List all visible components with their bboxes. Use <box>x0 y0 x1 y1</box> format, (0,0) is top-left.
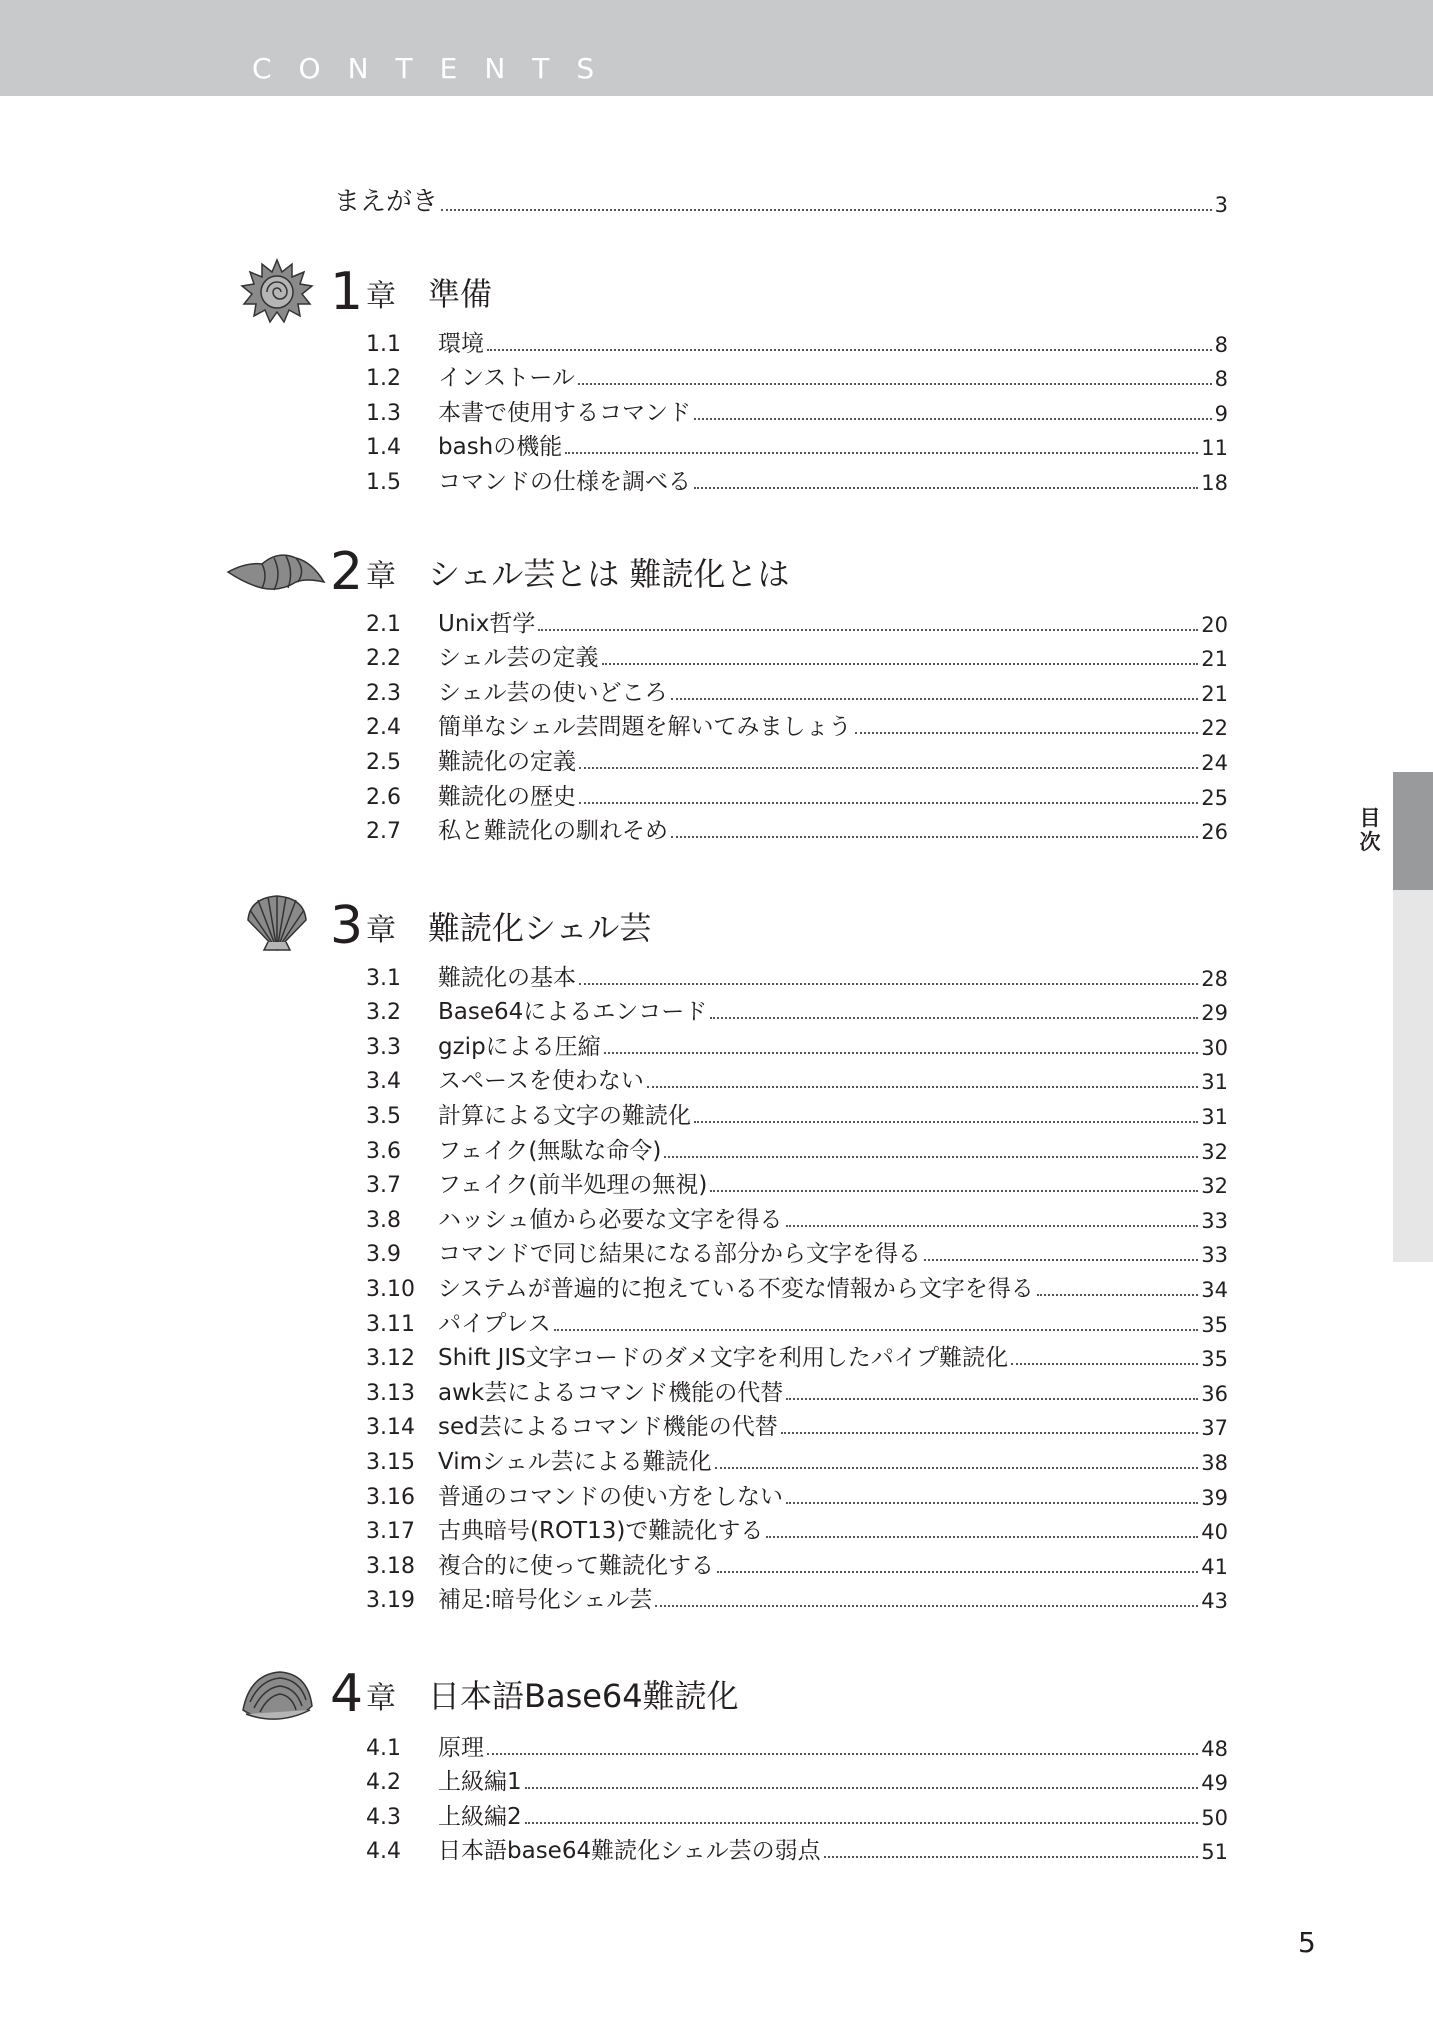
dot-leader <box>487 1753 1198 1755</box>
toc-entry[interactable] <box>366 779 1228 814</box>
section-title: フェイク(前半処理の無視) <box>438 1172 708 1199</box>
header-band <box>0 0 1433 96</box>
chapter-label: 章 <box>366 559 396 594</box>
toc-entry[interactable] <box>366 1098 1228 1133</box>
side-index-tab-label <box>1357 806 1383 854</box>
dot-leader <box>694 1121 1198 1123</box>
section-number: 3.6 <box>366 1138 401 1164</box>
section-page: 38 <box>1201 1450 1228 1475</box>
chapter-title[interactable]: 準備 <box>428 275 493 313</box>
section-page: 48 <box>1201 1736 1228 1761</box>
section-page: 36 <box>1201 1381 1228 1406</box>
section-title: スペースを使わない <box>438 1068 644 1095</box>
section-page: 31 <box>1201 1070 1228 1095</box>
section-title: 難読化の歴史 <box>438 783 576 810</box>
chapter-label: 章 <box>366 913 396 948</box>
toc-entry[interactable] <box>366 1799 1228 1834</box>
dot-leader <box>766 1536 1198 1538</box>
section-number: 1.2 <box>366 366 401 392</box>
dot-leader <box>579 802 1198 804</box>
section-page: 9 <box>1214 401 1228 426</box>
section-page: 50 <box>1201 1805 1228 1830</box>
dot-leader <box>786 1502 1198 1504</box>
preface-page: 3 <box>1214 193 1228 217</box>
toc-entry[interactable] <box>366 1237 1228 1272</box>
section-number: 3.19 <box>366 1588 415 1614</box>
section-title: 上級編1 <box>438 1769 522 1796</box>
section-number: 3.16 <box>366 1484 415 1510</box>
section-title: 私と難読化の馴れそめ <box>438 818 668 845</box>
contents-header-title: CONTENTS <box>252 52 622 85</box>
section-title: Shift JIS文字コードのダメ文字を利用したパイプ難読化 <box>438 1345 1009 1372</box>
dot-leader <box>717 1571 1198 1573</box>
dot-leader <box>715 1467 1199 1469</box>
section-title: sed芸によるコマンド機能の代替 <box>438 1414 778 1441</box>
toc-entry[interactable] <box>366 710 1228 745</box>
toc-entry[interactable] <box>366 430 1228 465</box>
toc-entry[interactable] <box>366 1479 1228 1514</box>
section-page: 26 <box>1201 820 1228 845</box>
section-number: 1.1 <box>366 331 401 357</box>
preface-title: まえがき <box>334 187 439 217</box>
section-number: 3.2 <box>366 1000 401 1026</box>
section-page: 28 <box>1201 966 1228 991</box>
section-page: 32 <box>1201 1174 1228 1199</box>
section-page: 32 <box>1201 1139 1228 1164</box>
page-number: 5 <box>1298 1926 1316 1959</box>
section-title: 複合的に使って難読化する <box>438 1552 714 1579</box>
toc-entry[interactable] <box>366 1444 1228 1479</box>
section-title: コマンドの仕様を調べる <box>438 468 691 495</box>
chapter-number: 2 <box>330 542 364 602</box>
section-number: 2.6 <box>366 784 401 810</box>
section-number: 1.4 <box>366 435 401 461</box>
section-page: 18 <box>1201 470 1228 495</box>
chapter-number: 3 <box>330 896 364 956</box>
spiral-shell-icon <box>240 258 314 326</box>
section-number: 3.3 <box>366 1034 401 1060</box>
toc-entry[interactable] <box>366 361 1228 396</box>
toc-entry[interactable] <box>366 464 1228 499</box>
toc-entry[interactable] <box>366 814 1228 849</box>
chapter-1-section-list <box>366 326 1228 499</box>
section-title: コマンドで同じ結果になる部分から文字を得る <box>438 1241 921 1268</box>
toc-entry[interactable] <box>366 995 1228 1030</box>
section-title: awk芸によるコマンド機能の代替 <box>438 1379 784 1406</box>
toc-entry[interactable] <box>366 1271 1228 1306</box>
chapter-number: 4 <box>330 1664 364 1724</box>
section-page: 40 <box>1201 1520 1228 1545</box>
toc-entry[interactable] <box>366 1514 1228 1549</box>
section-number: 3.7 <box>366 1173 401 1199</box>
section-number: 1.5 <box>366 469 401 495</box>
section-title: Vimシェル芸による難読化 <box>438 1448 712 1475</box>
dot-leader <box>525 1787 1199 1789</box>
toc-entry[interactable] <box>366 1834 1228 1869</box>
scallop-shell-icon <box>244 894 310 952</box>
side-tab-char: 目 <box>1359 806 1381 830</box>
dot-leader <box>694 487 1198 489</box>
toc-entry[interactable] <box>366 1064 1228 1099</box>
dot-leader <box>525 1822 1199 1824</box>
section-page: 20 <box>1201 612 1228 637</box>
section-title: 日本語base64難読化シェル芸の弱点 <box>438 1838 821 1865</box>
section-number: 4.2 <box>366 1770 401 1796</box>
toc-entry[interactable] <box>366 1548 1228 1583</box>
toc-entry[interactable] <box>366 395 1228 430</box>
dot-leader <box>664 1156 1198 1158</box>
section-page: 11 <box>1201 436 1228 461</box>
toc-entry[interactable] <box>366 326 1228 361</box>
side-tab-char: 次 <box>1359 830 1381 854</box>
dot-leader <box>602 663 1199 665</box>
section-title: 本書で使用するコマンド <box>438 399 691 426</box>
toc-entry[interactable] <box>366 1133 1228 1168</box>
toc-entry[interactable] <box>366 1583 1228 1618</box>
section-number: 4.1 <box>366 1735 401 1761</box>
section-title: ハッシュ値から必要な文字を得る <box>438 1206 783 1233</box>
dot-leader <box>671 698 1199 700</box>
section-number: 3.12 <box>366 1346 415 1372</box>
section-title: Base64によるエンコード <box>438 999 708 1026</box>
dot-leader <box>824 1856 1199 1858</box>
section-title: 難読化の定義 <box>438 748 576 775</box>
conch-shell-icon <box>226 548 326 594</box>
section-number: 2.1 <box>366 611 401 637</box>
section-page: 43 <box>1201 1589 1228 1614</box>
dot-leader <box>1011 1363 1198 1365</box>
dot-leader <box>604 1052 1199 1054</box>
toc-entry[interactable] <box>366 606 1228 641</box>
chapter-number: 1 <box>330 262 364 322</box>
section-title: システムが普遍的に抱えている不変な情報から文字を得る <box>438 1275 1034 1302</box>
toc-entry[interactable] <box>366 1341 1228 1376</box>
section-number: 3.17 <box>366 1519 415 1545</box>
section-title: シェル芸の定義 <box>438 645 599 672</box>
section-number: 3.13 <box>366 1380 415 1406</box>
section-page: 49 <box>1201 1771 1228 1796</box>
toc-entry[interactable] <box>366 1168 1228 1203</box>
dot-leader <box>710 1190 1198 1192</box>
dot-leader <box>655 1605 1198 1607</box>
dot-leader <box>855 732 1199 734</box>
dot-leader <box>579 983 1198 985</box>
dot-leader <box>694 418 1212 420</box>
section-page: 33 <box>1201 1208 1228 1233</box>
chapter-label: 章 <box>366 279 396 314</box>
toc-entry[interactable] <box>366 1306 1228 1341</box>
dot-leader <box>924 1259 1198 1261</box>
dot-leader <box>565 452 1198 454</box>
section-title: フェイク(無駄な命令) <box>438 1137 662 1164</box>
section-number: 2.4 <box>366 715 401 741</box>
section-number: 2.2 <box>366 646 401 672</box>
section-number: 2.3 <box>366 680 401 706</box>
chapter-title[interactable]: シェル芸とは 難読化とは <box>428 555 790 593</box>
section-page: 39 <box>1201 1485 1228 1510</box>
chapter-label: 章 <box>366 1681 396 1716</box>
section-title: bashの機能 <box>438 434 563 461</box>
section-title: 普通のコマンドの使い方をしない <box>438 1483 783 1510</box>
dot-leader <box>671 836 1198 838</box>
dot-leader <box>441 209 1212 211</box>
toc-entry[interactable] <box>366 1202 1228 1237</box>
section-number: 1.3 <box>366 400 401 426</box>
toc-entry[interactable] <box>366 641 1228 676</box>
dot-leader <box>578 383 1212 385</box>
section-page: 24 <box>1201 750 1228 775</box>
dot-leader <box>1037 1294 1199 1296</box>
section-title: インストール <box>438 365 575 392</box>
clam-shell-icon <box>240 1670 314 1722</box>
toc-entry[interactable] <box>366 960 1228 995</box>
chapter-3-section-list <box>366 960 1228 1617</box>
section-number: 3.9 <box>366 1242 401 1268</box>
section-title: 難読化の基本 <box>438 964 576 991</box>
section-number: 3.15 <box>366 1449 415 1475</box>
section-number: 3.4 <box>366 1069 401 1095</box>
dot-leader <box>554 1329 1199 1331</box>
section-number: 2.7 <box>366 819 401 845</box>
toc-entry[interactable] <box>366 1730 1228 1765</box>
section-title: 環境 <box>438 330 484 357</box>
chapter-title[interactable]: 日本語Base64難読化 <box>428 1677 739 1715</box>
section-title: 簡単なシェル芸問題を解いてみましょう <box>438 714 852 741</box>
section-page: 30 <box>1201 1035 1228 1060</box>
toc-entry[interactable] <box>366 1410 1228 1445</box>
section-page: 21 <box>1201 681 1228 706</box>
toc-entry[interactable] <box>366 1029 1228 1064</box>
dot-leader <box>538 629 1198 631</box>
section-page: 35 <box>1201 1347 1228 1372</box>
section-page: 25 <box>1201 785 1228 810</box>
chapter-title[interactable]: 難読化シェル芸 <box>428 909 652 947</box>
section-title: パイプレス <box>438 1310 551 1337</box>
section-page: 8 <box>1214 332 1228 357</box>
dot-leader <box>647 1086 1198 1088</box>
dot-leader <box>579 767 1198 769</box>
dot-leader <box>710 1017 1198 1019</box>
toc-entry[interactable] <box>366 1765 1228 1800</box>
toc-entry[interactable] <box>366 675 1228 710</box>
section-number: 3.5 <box>366 1103 401 1129</box>
section-page: 33 <box>1201 1243 1228 1268</box>
section-number: 4.3 <box>366 1804 401 1830</box>
section-title: 計算による文字の難読化 <box>438 1102 691 1129</box>
section-page: 31 <box>1201 1104 1228 1129</box>
section-page: 8 <box>1214 367 1228 392</box>
section-title: シェル芸の使いどころ <box>438 679 668 706</box>
toc-entry[interactable] <box>366 1375 1228 1410</box>
dot-leader <box>487 349 1212 351</box>
section-title: 上級編2 <box>438 1803 522 1830</box>
section-number: 3.1 <box>366 965 401 991</box>
section-page: 41 <box>1201 1554 1228 1579</box>
side-index-tab-active[interactable] <box>1393 772 1433 890</box>
section-number: 4.4 <box>366 1839 401 1865</box>
dot-leader <box>781 1432 1199 1434</box>
section-page: 21 <box>1201 647 1228 672</box>
section-title: Unix哲学 <box>438 610 536 637</box>
section-title: 補足:暗号化シェル芸 <box>438 1587 653 1614</box>
section-page: 22 <box>1201 716 1228 741</box>
chapter-4-section-list <box>366 1730 1228 1868</box>
section-number: 3.18 <box>366 1553 415 1579</box>
section-page: 29 <box>1201 1001 1228 1026</box>
section-number: 2.5 <box>366 749 401 775</box>
section-title: 古典暗号(ROT13)で難読化する <box>438 1518 764 1545</box>
toc-preface-entry[interactable] <box>334 178 1228 218</box>
chapter-2-section-list <box>366 606 1228 848</box>
section-page: 37 <box>1201 1416 1228 1441</box>
section-number: 3.8 <box>366 1207 401 1233</box>
section-title: gzipによる圧縮 <box>438 1033 601 1060</box>
section-page: 51 <box>1201 1840 1228 1865</box>
section-number: 3.14 <box>366 1415 415 1441</box>
section-page: 34 <box>1201 1277 1228 1302</box>
dot-leader <box>786 1225 1199 1227</box>
section-page: 35 <box>1201 1312 1228 1337</box>
dot-leader <box>786 1398 1198 1400</box>
section-number: 3.10 <box>366 1276 415 1302</box>
section-number: 3.11 <box>366 1311 415 1337</box>
section-title: 原理 <box>438 1734 484 1761</box>
toc-entry[interactable] <box>366 744 1228 779</box>
